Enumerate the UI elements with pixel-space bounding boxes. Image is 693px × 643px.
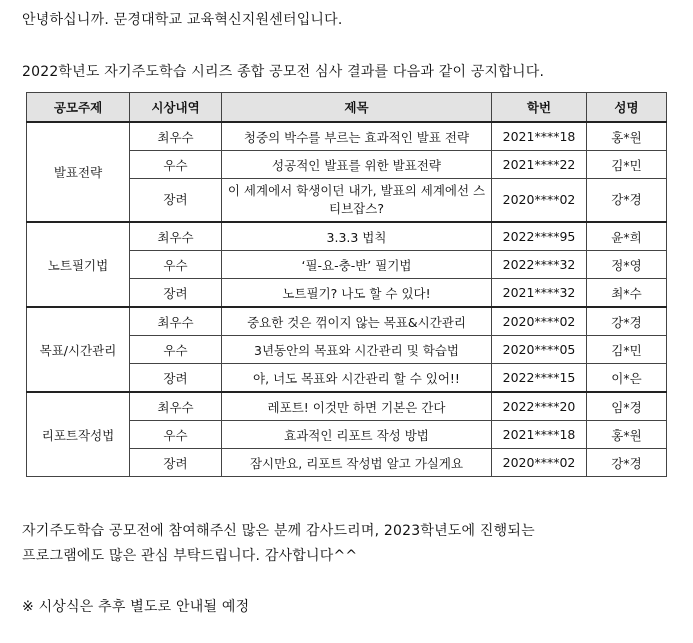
- student-id-cell: 2022****32: [492, 251, 587, 279]
- table-row: [27, 122, 667, 151]
- award-cell: 최우수: [130, 222, 222, 251]
- group-goal-time: [27, 307, 667, 392]
- topic-cell: 발표전략: [27, 122, 130, 222]
- name-cell: 임*경: [587, 392, 667, 421]
- title-cell: 3.3.3 법칙: [222, 222, 492, 251]
- header-title: 제목: [222, 93, 492, 123]
- title-cell: 레포트! 이것만 하면 기본은 간다: [222, 392, 492, 421]
- name-cell: 강*경: [587, 449, 667, 477]
- award-cell: 우수: [130, 151, 222, 179]
- greeting-text: 안녕하십니까. 문경대학교 교육혁신지원센터입니다.: [22, 12, 343, 28]
- header-student-id: 학번: [492, 93, 587, 123]
- award-cell: 우수: [130, 421, 222, 449]
- award-cell: 장려: [130, 279, 222, 308]
- student-id-cell: 2022****15: [492, 364, 587, 393]
- award-cell: 장려: [130, 179, 222, 223]
- title-cell: 청중의 박수를 부르는 효과적인 발표 전략: [222, 122, 492, 151]
- title-cell: 성공적인 발표를 위한 발표전략: [222, 151, 492, 179]
- ceremony-note: ※ 시상식은 추후 별도로 안내될 예정: [22, 599, 250, 615]
- name-cell: 김*민: [587, 151, 667, 179]
- thanks-text-line2: 프로그램에도 많은 관심 부탁드립니다. 감사합니다^^: [22, 548, 358, 564]
- name-cell: 정*영: [587, 251, 667, 279]
- student-id-cell: 2020****05: [492, 336, 587, 364]
- award-cell: 최우수: [130, 392, 222, 421]
- student-id-cell: 2021****32: [492, 279, 587, 308]
- student-id-cell: 2021****18: [492, 122, 587, 151]
- title-cell: 중요한 것은 꺾이지 않는 목표&시간관리: [222, 307, 492, 336]
- header-topic: 공모주제: [27, 93, 130, 123]
- title-cell: 야, 너도 목표와 시간관리 할 수 있어!!: [222, 364, 492, 393]
- award-results-table: [26, 92, 667, 477]
- title-cell: 효과적인 리포트 작성 방법: [222, 421, 492, 449]
- name-cell: 홍*원: [587, 421, 667, 449]
- title-cell: 잠시만요, 리포트 작성법 알고 가실게요: [222, 449, 492, 477]
- student-id-cell: 2022****95: [492, 222, 587, 251]
- student-id-cell: 2020****02: [492, 307, 587, 336]
- name-cell: 강*경: [587, 179, 667, 223]
- title-cell: 3년동안의 목표와 시간관리 및 학습법: [222, 336, 492, 364]
- table-row: [27, 307, 667, 336]
- table-row: [27, 392, 667, 421]
- title-cell: 노트필기? 나도 할 수 있다!: [222, 279, 492, 308]
- topic-cell: 리포트작성법: [27, 392, 130, 477]
- student-id-cell: 2020****02: [492, 449, 587, 477]
- name-cell: 최*수: [587, 279, 667, 308]
- title-cell: 이 세계에서 학생이던 내가, 발표의 세계에선 스티브잡스?: [222, 179, 492, 223]
- student-id-cell: 2022****20: [492, 392, 587, 421]
- topic-cell: 노트필기법: [27, 222, 130, 307]
- name-cell: 홍*원: [587, 122, 667, 151]
- student-id-cell: 2020****02: [492, 179, 587, 223]
- group-report-writing: [27, 392, 667, 477]
- title-cell: ‘필-요-충-반’ 필기법: [222, 251, 492, 279]
- award-cell: 장려: [130, 449, 222, 477]
- topic-cell: 목표/시간관리: [27, 307, 130, 392]
- intro-text: 2022학년도 자기주도학습 시리즈 종합 공모전 심사 결과를 다음과 같이 공지합니다.: [22, 64, 545, 80]
- award-cell: 장려: [130, 364, 222, 393]
- group-presentation: [27, 122, 667, 222]
- thanks-text-line1: 자기주도학습 공모전에 참여해주신 많은 분께 감사드리며, 2023학년도에 진행되는: [22, 523, 535, 539]
- group-note-taking: [27, 222, 667, 307]
- table-row: [27, 222, 667, 251]
- award-cell: 우수: [130, 336, 222, 364]
- student-id-cell: 2021****22: [492, 151, 587, 179]
- name-cell: 김*민: [587, 336, 667, 364]
- header-award: 시상내역: [130, 93, 222, 123]
- table-header-row: [27, 93, 667, 123]
- name-cell: 이*은: [587, 364, 667, 393]
- student-id-cell: 2021****18: [492, 421, 587, 449]
- name-cell: 강*경: [587, 307, 667, 336]
- award-cell: 최우수: [130, 307, 222, 336]
- award-cell: 최우수: [130, 122, 222, 151]
- award-cell: 우수: [130, 251, 222, 279]
- header-name: 성명: [587, 93, 667, 123]
- name-cell: 윤*희: [587, 222, 667, 251]
